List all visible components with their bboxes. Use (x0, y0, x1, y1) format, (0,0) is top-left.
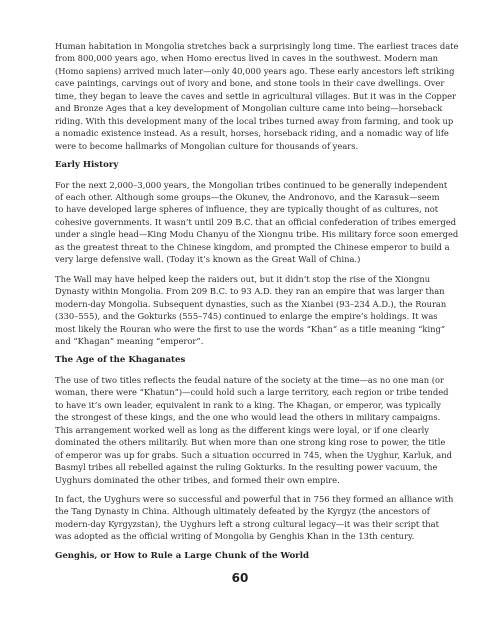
text-line: Basmyl tribes all rebelled against the ruling Gokturks. In the resulting power vacuum, the (55, 462, 438, 473)
text-line: to have it’s own leader, equivalent in rank to a king. The Khagan, or emperor, was typically (55, 399, 441, 410)
text-line: as the greatest threat to the Chinese kingdom, and prompted the Chinese emperor to build a (55, 241, 450, 252)
text-line: modern-day Mongolia. Subsequent dynasties, such as the Xianbei (93–234 A.D.), the Rouran (55, 298, 447, 309)
text-line: This arrangement worked well as long as the different kings were loyal, or if one clearly (55, 424, 430, 435)
paragraph-habitation (55, 40, 459, 152)
text-line: of emperor was up for grabs. Such a situation occurred in 745, when the Uyghur, Karluk, and (55, 449, 452, 460)
text-line: the strongest of these kings, and the one who would lead the others in military campaigns. (55, 412, 441, 423)
text-line: (Homo sapiens) arrived much later—only 40,000 years ago. These early ancestors left striking (55, 65, 455, 76)
text-line: Uyghurs dominated the other tribes, and formed their own empire. (55, 474, 340, 485)
heading-age-of-khaganates: The Age of the Khaganates (55, 355, 186, 366)
text-line: For the next 2,000–3,000 years, the Mongolian tribes continued to be generally independent (55, 179, 448, 190)
paragraph-great-wall (55, 273, 447, 348)
text-line: of each other. Although some groups—the Okunev, the Andronovo, and the Karasuk—seem (55, 191, 440, 202)
paragraph-tribes (55, 179, 459, 266)
text-line: Human habitation in Mongolia stretches back a surprisingly long time. The earliest traces date (55, 41, 459, 51)
text-line: The use of two titles reflects the feudal nature of the society at the time—as no one man (or (55, 374, 445, 385)
heading-genghis: Genghis, or How to Rule a Large Chunk of the World (55, 550, 309, 561)
text-line: were to become hallmarks of Mongolian culture for thousands of years. (55, 140, 359, 151)
text-line: woman, there were “Khatun”)—could hold such a large territory, each region or tribe tended (55, 387, 449, 398)
text-line: Dynasty within Mongolia. From 209 B.C. to 93 A.D. they ran an empire that was larger than (55, 286, 445, 297)
text-line: cohesive governments. It wasn’t until 209 B.C. that an official confederation of tribes emerged (55, 216, 457, 227)
text-line: riding. With this development many of the local tribes turned away from farming, and took up (55, 115, 454, 126)
text-line: and “Khagan” meaning “emperor”. (55, 335, 204, 346)
text-line: under a single head—King Modu Chanyu of the Xiongnu tribe. His military force soon emerged (55, 229, 459, 240)
text-line: modern-day Kyrgyzstan), the Uyghurs left a strong cultural legacy—it was their script that (55, 518, 439, 529)
text-line: a nomadic existence instead. As a result, horses, horseback riding, and a nomadic way of life (55, 128, 449, 139)
text-line: The Wall may have helped keep the raiders out, but it didn’t stop the rise of the Xiongnu (55, 273, 431, 284)
page-body (55, 40, 459, 569)
text-line: very large defensive wall. (Today it’s known as the Great Wall of China.) (55, 254, 361, 265)
text-line: from 800,000 years ago, when Homo erectus lived in caves in the southwest. Modern man (55, 53, 439, 64)
paragraph-titles (55, 374, 452, 486)
text-line: cave paintings, carvings out of ivory and bone, and stone tools in their cave dwellings. Over (55, 78, 445, 89)
text-line: In fact, the Uyghurs were so successful and powerful that in 756 they formed an alliance with (55, 493, 454, 504)
text-line: was adopted as the official writing of Mongolia by Genghis Khan in the 13th century. (55, 531, 415, 542)
page-number: 60 (231, 571, 249, 585)
paragraph-uyghurs (55, 493, 454, 543)
text-line: and Bronze Ages that a key development of Mongolian culture came into being—horseback (55, 103, 443, 114)
text-line: (330–555), and the Gokturks (555–745) continued to enlarge the empire’s holdings. It was (55, 311, 438, 322)
text-line: most likely the Rouran who were the first to use the words “Khan” as a title meaning “king” (55, 323, 446, 334)
text-line: time, they began to leave the caves and settle in agricultural villages. But it was in the Copper (55, 90, 457, 101)
heading-early-history: Early History (55, 160, 119, 171)
text-line: dominated the others militarily. But when more than one strong king rose to power, the title (55, 437, 446, 448)
text-line: to have developed large spheres of influence, they are typically thought of as cultures, not (55, 204, 439, 215)
text-line: the Tang Dynasty in China. Although ultimately defeated by the Kyrgyz (the ancestors of (55, 506, 430, 517)
